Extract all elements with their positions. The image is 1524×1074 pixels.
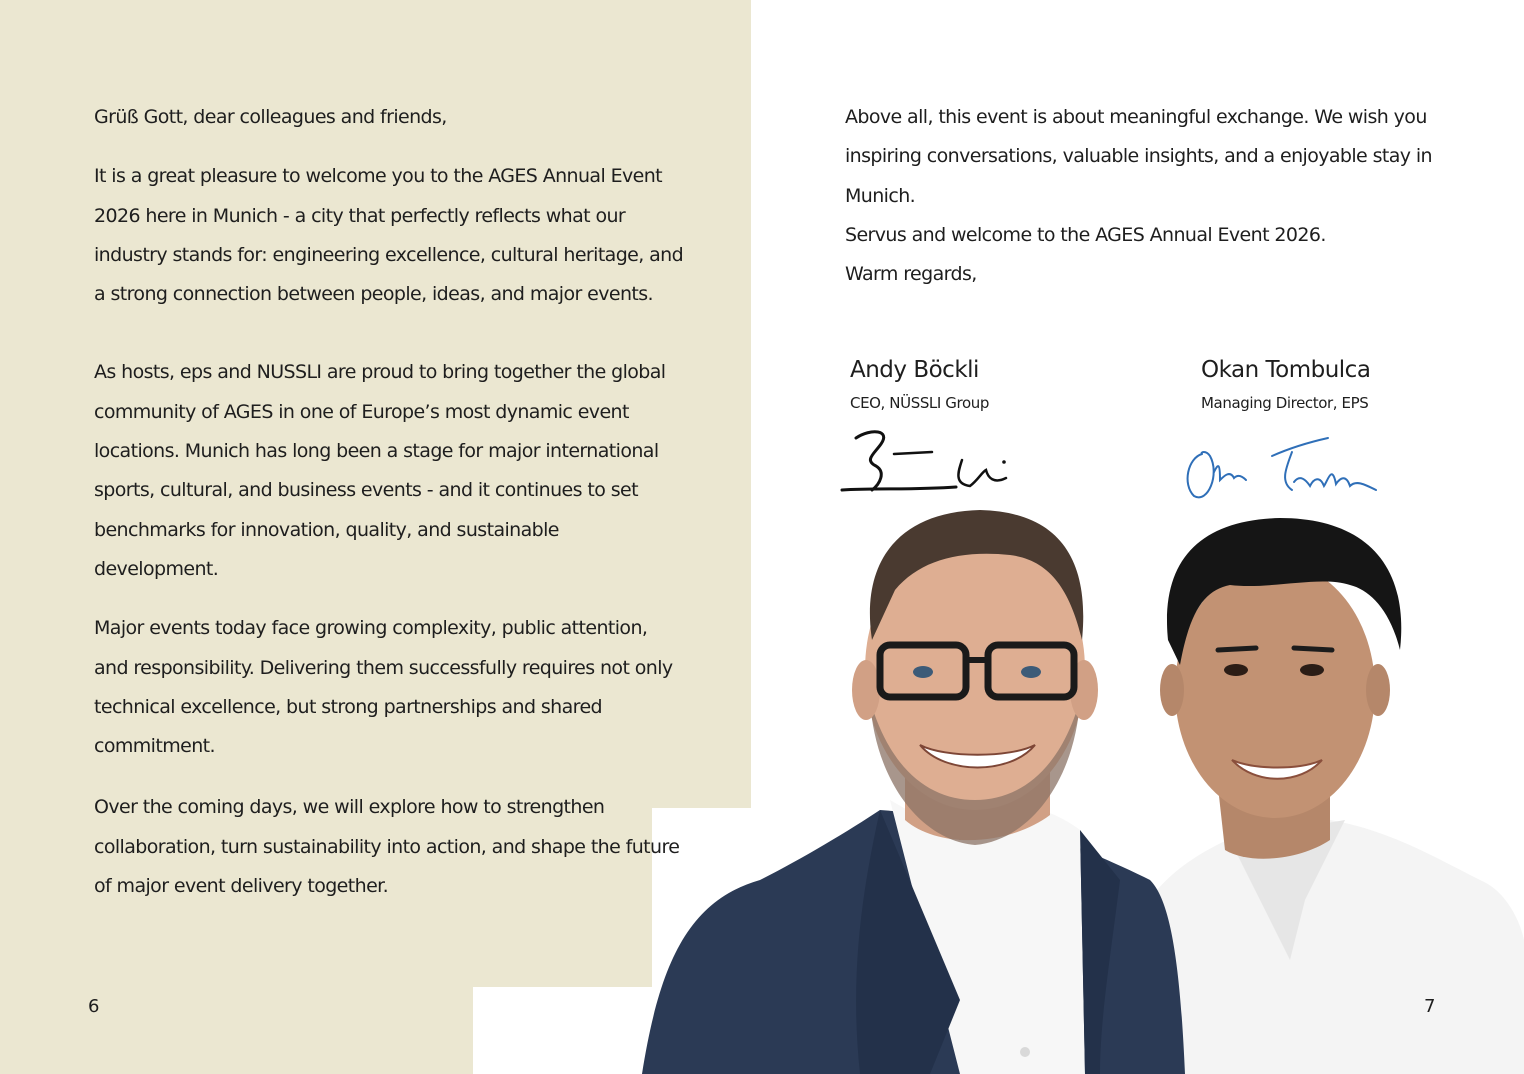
signer-role-bockli: CEO, NÜSSLI Group (850, 394, 989, 412)
signer-name-bockli: Andy Böckli (850, 357, 979, 383)
coming-days-paragraph: Over the coming days, we will explore how to strengthen collaboration, turn sustainability into action, and shape the future of major event delivery together. (94, 796, 680, 898)
complexity-paragraph: Major events today face growing complexity, public attention, and responsibility. Delivering them successfully requires not only technical excellence, but strong partnerships and shared commitment. (94, 617, 673, 758)
page-number-right: 7 (1424, 996, 1436, 1017)
servus-line: Servus and welcome to the AGES Annual Event 2026. (845, 223, 1326, 246)
signer-role-tombulca: Managing Director, EPS (1201, 394, 1369, 412)
greeting: Grüß Gott, dear colleagues and friends, (94, 106, 447, 128)
signer-name-tombulca: Okan Tombulca (1201, 357, 1371, 383)
warm-regards-line: Warm regards, (845, 263, 977, 286)
welcome-paragraph: It is a great pleasure to welcome you to the AGES Annual Event 2026 here in Munich - a city that perfectly reflects what our industry stands for: engineering excellence, cultural heritage, and a strong connection between people, ideas, and major events. (94, 165, 684, 306)
page-number-left: 6 (88, 996, 100, 1017)
exchange-paragraph: Above all, this event is about meaningful exchange. We wish you inspiring conversations, valuable insights, and a enjoyable stay in Munich. (845, 106, 1432, 207)
hosts-paragraph: As hosts, eps and NUSSLI are proud to bring together the global community of AGES in one of Europe’s most dynamic event locations. Munich has long been a stage for major international sports, cultural, and business events - and it continues to set benchmarks for innovation, quality, and sustainable development. (94, 361, 666, 580)
